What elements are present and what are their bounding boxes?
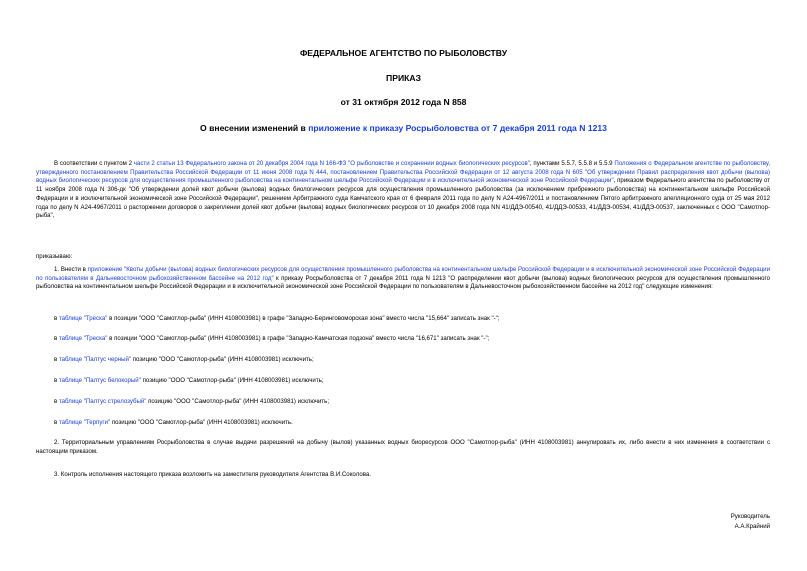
change-prefix: в <box>54 315 59 322</box>
change-prefix: в <box>54 356 59 363</box>
change-prefix: в <box>54 419 59 426</box>
change-text: позицию "ООО "Самотлор-рыба" (ИНН 4108003981) исключить; <box>146 398 330 405</box>
preamble-text-2: , пунктами 5.5.7, 5.5.8 и 5.5.9 <box>529 160 615 167</box>
document-date-number: от 31 октября 2012 года N 858 <box>340 97 467 107</box>
change-table-link[interactable]: таблице "Терпуги" <box>58 419 111 426</box>
signature-name: А.А.Крайний <box>734 523 770 530</box>
change-item-4 <box>54 377 324 384</box>
change-text: в позиции "ООО "Самотлор-рыба" (ИНН 4108003981) в графе "Западно-Беринговоморская зона" вместо числа "15,664" записать знак "-"; <box>107 315 500 322</box>
item-1-text-1: 1. Внести в <box>54 266 88 273</box>
change-prefix: в <box>54 377 59 384</box>
change-item-3 <box>54 356 314 363</box>
change-item-5 <box>54 398 329 405</box>
change-prefix: в <box>54 335 59 342</box>
document-type: ПРИКАЗ <box>386 73 421 83</box>
title-link[interactable]: приложение к приказу Росрыболовства от 7 декабря 2011 года N 1213 <box>308 123 607 133</box>
document-title <box>0 123 807 133</box>
preamble-link-regulation[interactable]: Положения о Федеральном агентстве по рыболовству, утвержденного постановлением Правительства Российской Федерации от 11 июня 2008 года N 444 <box>36 160 771 176</box>
preamble-link-decree[interactable]: постановлением Правительства Российской Федерации от 12 августа 2008 года N 605 "Об утверждении Правил распределения квот добычи (вылова) водных биологических ресурсов для осуществления промышленного рыболовства на континентальном шельфе Российской Федерации и в исключительной экономической зоне Российской Федерации" <box>36 168 770 185</box>
title-prefix: О внесении изменений в <box>200 123 309 133</box>
change-text: позицию "ООО "Самотлор-рыба" (ИНН 4108003981) исключить; <box>140 377 324 384</box>
change-text: позицию "ООО "Самотлор-рыба" (ИНН 4108003981) исключить; <box>131 356 314 363</box>
signature-position: Руководитель <box>730 513 770 520</box>
order-word: приказываю: <box>36 253 73 260</box>
item-2-paragraph: 2. Территориальным управлениям Росрыболовства в случае выдачи разрешений на добычу (вылов) указанных водных биоресурсов ООО "Самотлор-рыба" (ИНН 4108003981) аннулировать их, либо внести в них изменения в соответствии с настоящим приказом. <box>36 439 770 455</box>
preamble-text-4: , приказом Федерального агентства по рыболовству от 11 ноября 2008 года N 306-дк "Об утверждении долей квот добычи (вылова) водных биологических ресурсов для осуществления промышленного рыболовства (за исключением прибрежного рыболовства) на континентальном шельфе Российской Федерации и в исключительной экономической зоне Российской Федерации", решением Арбитражного суда Камчатского края от 6 февраля 2011 года по делу N А24-4967/2011 и постановлением Пятого арбитражного апелляционного суда от 25 мая 2012 года по делу N А24-4967/2011 о расторжении договоров о закреплении долей квот добычи (вылова) водных биологических ресурсов от 10 декабря 2008 года NN 41/ДДЭ-00540, 41/ДДЭ-00533, 41/ДДЭ-00534, 41/ДДЭ-00537, заключенных с ООО "Самотлор-рыба", <box>36 177 771 220</box>
preamble-text-1: В соответствии с пунктом 2 <box>54 160 134 167</box>
preamble-link-law[interactable]: части 2 статьи 13 Федерального закона от 20 декабря 2004 года N 166-ФЗ "О рыболовстве и сохранении водных биологических ресурсов" <box>133 160 530 167</box>
item-1-link-appendix[interactable]: приложение "Квоты добычи (вылова) водных биологических ресурсов для осуществления промышленного рыболовства на континентальном шельфе Российской Федерации и в исключительной экономической зоне Российской Федерации по пользователям в Дальневосточном рыбохозяйственном бассейне на 2012 год" <box>36 266 770 282</box>
change-table-link[interactable]: таблице "Треска" <box>58 335 108 342</box>
preamble-text-3: , <box>326 168 331 176</box>
item-3-paragraph: 3. Контроль исполнения настоящего приказа возложить на заместителя руководителя Агентства В.И.Соколова. <box>54 471 371 478</box>
agency-name: ФЕДЕРАЛЬНОЕ АГЕНТСТВО ПО РЫБОЛОВСТВУ <box>299 48 508 58</box>
change-text: позицию "ООО "Самотлор-рыба" (ИНН 4108003981) исключить. <box>110 419 293 426</box>
change-text: в позиции "ООО "Самотлор-рыба" (ИНН 4108003981) в графе "Западно-Камчатская подзона" вместо числа "16,671" записать знак "-"; <box>107 335 490 342</box>
change-item-6 <box>54 419 293 426</box>
change-item-1 <box>54 315 500 322</box>
change-prefix: в <box>54 398 59 405</box>
change-item-2 <box>54 335 489 342</box>
preamble-paragraph <box>36 160 770 221</box>
item-1-text-2: к приказу Росрыболовства от 7 декабря 2011 года N 1213 "О распределении квот добычи (вылова) водных биологических ресурсов для осуществления промышленного рыболовства на континентальном шельфе Российской Федерации и в исключительной экономической зоне Российской Федерации по пользователям в Дальневосточном рыбохозяйственном бассейне на 2012 год" следующие изменения: <box>36 274 770 291</box>
change-table-link[interactable]: таблице "Палтус белокорый" <box>58 377 141 384</box>
change-table-link[interactable]: таблице "Треска" <box>58 315 108 322</box>
change-table-link[interactable]: таблице "Палтус черный" <box>58 356 132 363</box>
item-1-paragraph <box>36 266 770 292</box>
change-table-link[interactable]: таблице "Палтус стрелозубый" <box>58 398 147 405</box>
